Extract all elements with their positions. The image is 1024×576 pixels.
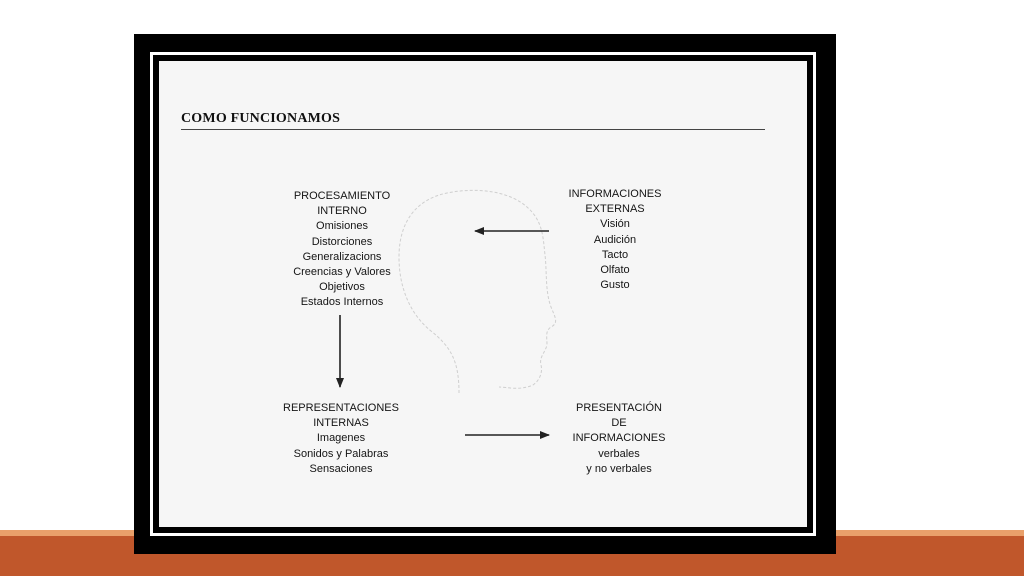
diagram-graphics xyxy=(159,61,807,527)
internal-processing-block xyxy=(267,189,417,311)
external-information-title-1: INFORMACIONES xyxy=(568,188,662,200)
internal-processing-item: Estados Internos xyxy=(300,296,384,309)
internal-representations-item: Sensaciones xyxy=(309,462,373,475)
internal-processing-item: Objetivos xyxy=(319,281,365,294)
information-presentation-title-2: DE xyxy=(611,417,627,430)
internal-processing-item: Distorciones xyxy=(311,235,373,248)
internal-representations-block xyxy=(261,401,421,477)
internal-processing-item: Creencias y Valores xyxy=(293,266,391,279)
internal-representations-title-1: REPRESENTACIONES xyxy=(283,402,399,414)
internal-representations-item: Imagenes xyxy=(316,432,366,445)
external-information-title-2: EXTERNAS xyxy=(585,203,645,216)
information-presentation-block xyxy=(549,401,689,477)
external-information-block xyxy=(545,187,685,293)
internal-representations-item: Sonidos y Palabras xyxy=(293,447,389,460)
scanned-page xyxy=(159,61,807,527)
internal-processing-item: Omisiones xyxy=(316,220,368,233)
head-silhouette xyxy=(399,190,556,393)
external-information-item: Tacto xyxy=(601,248,629,261)
information-presentation-item: y no verbales xyxy=(586,462,652,475)
information-presentation-title-1: PRESENTACIÓN xyxy=(576,402,662,414)
external-information-item: Gusto xyxy=(600,279,630,292)
external-information-item: Olfato xyxy=(600,264,630,277)
internal-processing-title-2: INTERNO xyxy=(317,205,367,218)
external-information-item: Visión xyxy=(600,218,630,231)
external-information-item: Audición xyxy=(593,233,637,246)
internal-processing-item: Generalizacions xyxy=(302,250,382,263)
internal-representations-title-2: INTERNAS xyxy=(313,417,369,430)
information-presentation-item: verbales xyxy=(598,447,640,460)
information-presentation-title-3: INFORMACIONES xyxy=(572,432,666,445)
internal-processing-title-1: PROCESAMIENTO xyxy=(293,190,391,202)
page-heading: COMO FUNCIONAMOS xyxy=(181,111,341,126)
